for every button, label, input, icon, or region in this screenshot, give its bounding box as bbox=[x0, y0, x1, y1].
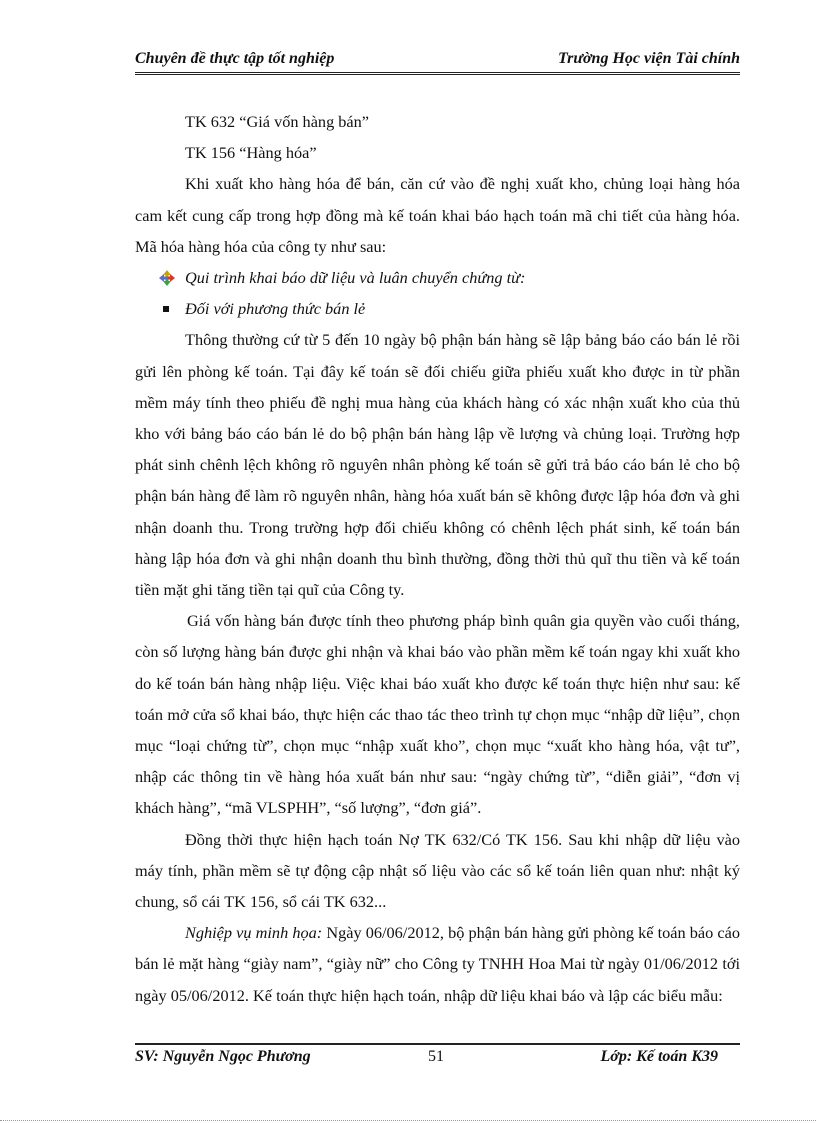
bullet-retail-heading bbox=[135, 293, 740, 324]
account-632-line: TK 632 “Giá vốn hàng bán” bbox=[185, 112, 370, 131]
paragraph-retail-process: Thông thường cứ từ 5 đến 10 ngày bộ phận bán hàng sẽ lập bảng báo cáo bán lẻ rồi gửi lên phòng kế toán. Tại đây kế toán sẽ đối chiếu giữa phiếu xuất kho được in từ phần mềm máy tính theo phiếu đề nghị mua hàng của khách hàng có xác nhận xuất kho của thủ kho với bảng báo cáo bán lẻ do bộ phận bán hàng lập về lượng và chủng loại. Trường hợp phát sinh chênh lệch không rõ nguyên nhân phòng kế toán sẽ gửi trả báo cáo bán lẻ cho bộ phận bán hàng để làm rõ nguyên nhân, hàng hóa xuất bán sẽ không được lập hóa đơn và ghi nhận doanh thu. Trong trường hợp đối chiếu không có chênh lệch phát sinh, kế toán bán hàng lập hóa đơn và ghi nhận doanh thu bình thường, đồng thời thủ quĩ thu tiền và kế toán tiền mặt ghi tăng tiền tại quĩ của Công ty. bbox=[135, 330, 740, 600]
paragraph-accounting-entry: Đồng thời thực hiện hạch toán Nợ TK 632/Có TK 156. Sau khi nhập dữ liệu vào máy tính, phần mềm sẽ tự động cập nhật số liệu vào các sổ kế toán liên quan như: nhật ký chung, sổ cái TK 156, sổ cái TK 632... bbox=[135, 829, 740, 912]
example-label: Nghiệp vụ minh họa: bbox=[185, 923, 323, 943]
page-header bbox=[135, 48, 740, 75]
page-bottom-border bbox=[0, 1120, 816, 1121]
paragraph-cost-of-goods: Giá vốn hàng bán được tính theo phương pháp bình quân gia quyền vào cuối tháng, còn số lượng hàng bán được ghi nhận và khai báo vào phần mềm kế toán ngay khi xuất kho do kế toán bán hàng nhập liệu. Việc khai báo xuất kho được kế toán thực hiện như sau: kế toán mở cửa sổ khai báo, thực hiện các thao tác theo trình tự chọn mục “nhập dữ liệu”, chọn mục “loại chứng từ”, chọn mục “nhập xuất kho”, chọn mục “xuất kho hàng hóa, vật tư”, nhập các thông tin về hàng hóa xuất bán như sau: “ngày chứng từ”, “diễn giải”, “đơn vị khách hàng”, “mã VLSPHH”, “số lượng”, “đơn giá”. bbox=[135, 611, 740, 818]
paragraph-example bbox=[135, 917, 740, 1011]
bullet-process-heading bbox=[135, 262, 740, 293]
header-school-name: Trường Học viện Tài chính bbox=[557, 50, 740, 67]
page-body bbox=[135, 106, 740, 1011]
example-text: Ngày 06/06/2012, bộ phận bán hàng gửi phòng kế toán báo cáo bán lẻ mặt hàng “giày nam”, “giày nữ” cho Công ty TNHH Hoa Mai từ ngày 01/06/2012 tới ngày 05/06/2012. Kế toán thực hiện hạch toán, nhập dữ liệu khai báo và lập các biểu mẫu: bbox=[135, 923, 740, 1005]
arrow-bullet-icon bbox=[159, 262, 175, 293]
footer-student-name: SV: Nguyễn Ngọc Phương bbox=[135, 1048, 311, 1065]
paragraph-goods-export: Khi xuất kho hàng hóa để bán, căn cứ vào đề nghị xuất kho, chủng loại hàng hóa cam kết cung cấp trong hợp đồng mà kế toán khai báo hạch toán mã chi tiết của hàng hóa. Mã hóa hàng hóa của công ty như sau: bbox=[135, 174, 740, 256]
account-156-line: TK 156 “Hàng hóa” bbox=[185, 143, 317, 163]
page-number: 51 bbox=[428, 1048, 444, 1065]
footer-class-name: Lớp: Kế toán K39 bbox=[600, 1048, 718, 1065]
bullet-retail-text: Đối với phương thức bán lẻ bbox=[185, 299, 366, 319]
header-thesis-title: Chuyên đề thực tập tốt nghiệp bbox=[135, 50, 335, 67]
bullet-process-text: Qui trình khai báo dữ liệu và luân chuyển chứng từ: bbox=[185, 268, 526, 288]
page-footer bbox=[135, 1043, 740, 1069]
square-bullet-icon bbox=[159, 293, 165, 324]
